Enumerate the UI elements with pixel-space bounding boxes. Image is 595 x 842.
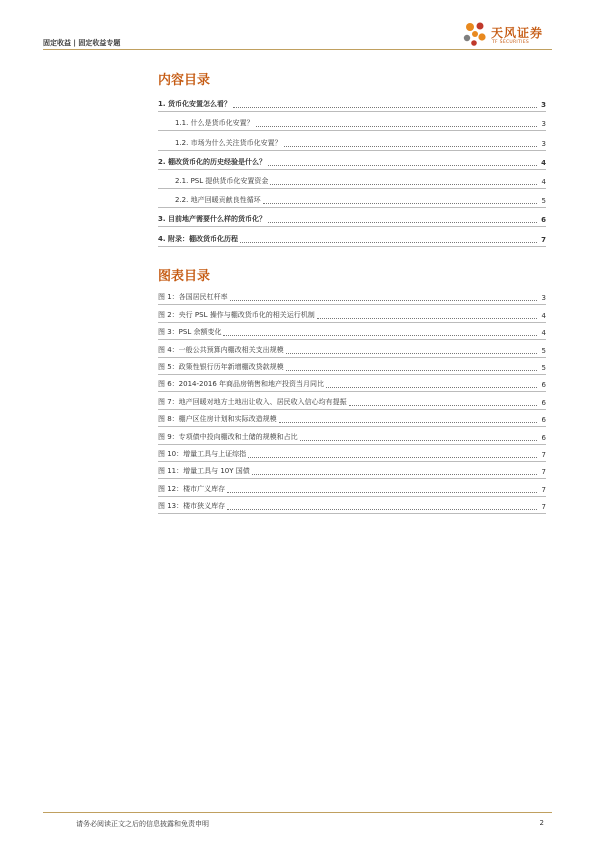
figure-entry[interactable] bbox=[158, 358, 546, 375]
toc-entry-label: 1. 货币化安置怎么看？ bbox=[158, 100, 231, 109]
dot-leader bbox=[252, 474, 537, 475]
figure-entry-label: 图 3：PSL 余额变化 bbox=[158, 328, 222, 337]
company-logo bbox=[461, 21, 551, 49]
header-section-label: 固定收益 | 固定收益专题 bbox=[43, 39, 121, 47]
toc-entry[interactable] bbox=[158, 112, 546, 131]
figure-entry-page: 4 bbox=[541, 329, 546, 338]
dot-leader bbox=[227, 509, 537, 510]
toc-entry[interactable] bbox=[158, 189, 546, 208]
figure-entry-label: 图 6：2014-2016 年商品房销售和地产投资当月同比 bbox=[158, 380, 325, 389]
page-number: 2 bbox=[539, 819, 544, 827]
logo-name: 天风证券 bbox=[491, 26, 544, 40]
dot-leader bbox=[230, 300, 537, 301]
dot-leader bbox=[268, 222, 537, 223]
toc-entry-page: 4 bbox=[541, 158, 546, 167]
figure-entry-page: 7 bbox=[541, 468, 546, 477]
toc-entry-label: 1.2. 市场为什么关注货币化安置？ bbox=[175, 138, 282, 147]
figure-entry-label: 图 7：地产回暖对地方土地出让收入、居民收入信心均有提振 bbox=[158, 397, 347, 406]
toc-entry-page: 3 bbox=[541, 120, 546, 129]
dot-leader bbox=[349, 405, 537, 406]
toc-entry[interactable] bbox=[158, 151, 546, 170]
toc-entry-page: 3 bbox=[541, 139, 546, 148]
figure-entry-page: 6 bbox=[541, 433, 546, 442]
toc-list bbox=[158, 93, 546, 247]
figure-entry[interactable] bbox=[158, 462, 546, 479]
figure-entry-label: 图 11：增量工具与 10Y 国债 bbox=[158, 467, 250, 476]
figure-entry-page: 3 bbox=[541, 294, 546, 303]
toc-entry[interactable] bbox=[158, 227, 546, 246]
logo-subtitle: TF SECURITIES bbox=[492, 40, 530, 45]
figure-entry[interactable] bbox=[158, 410, 546, 427]
toc-entry-page: 7 bbox=[541, 235, 546, 244]
dot-leader bbox=[270, 184, 537, 185]
figure-entry-page: 7 bbox=[541, 503, 546, 512]
dot-leader bbox=[233, 107, 537, 108]
toc-entry-label: 4. 附录：棚改货币化历程 bbox=[158, 234, 238, 243]
figure-entry[interactable] bbox=[158, 305, 546, 322]
toc-entry-label: 2.2. 地产回暖贡献良性循环 bbox=[175, 196, 261, 205]
dot-leader bbox=[286, 370, 537, 371]
figure-entry-page: 6 bbox=[541, 398, 546, 407]
toc-entry[interactable] bbox=[158, 208, 546, 227]
dot-leader bbox=[240, 242, 537, 243]
toc-entry-page: 6 bbox=[541, 216, 546, 225]
toc-entry-label: 2.1. PSL 提供货币化安置资金 bbox=[175, 176, 269, 185]
footer-disclaimer: 请务必阅读正文之后的信息披露和免责申明 bbox=[76, 820, 209, 828]
dot-leader bbox=[268, 165, 537, 166]
dot-leader bbox=[223, 335, 537, 336]
figure-entry-page: 6 bbox=[541, 381, 546, 390]
figure-entry-page: 4 bbox=[541, 311, 546, 320]
dot-leader bbox=[286, 353, 537, 354]
figure-entry[interactable] bbox=[158, 323, 546, 340]
figure-entry[interactable] bbox=[158, 288, 546, 305]
figure-entry-page: 5 bbox=[541, 363, 546, 372]
figure-entry[interactable] bbox=[158, 375, 546, 392]
toc-entry-label: 3. 目前地产需要什么样的货币化？ bbox=[158, 215, 266, 224]
figure-entry[interactable] bbox=[158, 479, 546, 496]
figure-entry-label: 图 1：各国居民杠杆率 bbox=[158, 293, 228, 302]
figure-list bbox=[158, 288, 546, 514]
figure-entry-page: 7 bbox=[541, 485, 546, 494]
toc-title: 内容目录 bbox=[158, 73, 211, 88]
toc-entry-page: 4 bbox=[541, 177, 546, 186]
toc-entry-page: 3 bbox=[541, 101, 546, 110]
toc-entry-label: 1.1. 什么是货币化安置？ bbox=[175, 119, 254, 128]
figure-list-title: 图表目录 bbox=[158, 269, 211, 284]
dot-leader bbox=[279, 422, 537, 423]
figure-entry-label: 图 9：专项债中投向棚改和土储的规模和占比 bbox=[158, 432, 298, 441]
figure-entry-label: 图 8：棚户区住房计划和实际改造规模 bbox=[158, 415, 277, 424]
figure-entry-page: 7 bbox=[541, 450, 546, 459]
toc-entry-label: 2. 棚改货币化的历史经验是什么？ bbox=[158, 157, 266, 166]
figure-entry[interactable] bbox=[158, 392, 546, 409]
figure-entry[interactable] bbox=[158, 340, 546, 357]
figure-entry-page: 6 bbox=[541, 416, 546, 425]
toc-entry-page: 5 bbox=[541, 197, 546, 206]
figure-entry-label: 图 2：央行 PSL 操作与棚改货币化的相关运行机制 bbox=[158, 310, 315, 319]
dot-leader bbox=[256, 126, 537, 127]
dot-leader bbox=[227, 492, 537, 493]
figure-entry-label: 图 13：楼市狭义库存 bbox=[158, 502, 226, 511]
dot-leader bbox=[248, 457, 537, 458]
logo-mark-icon bbox=[461, 21, 489, 47]
figure-entry-label: 图 12：楼市广义库存 bbox=[158, 484, 226, 493]
dot-leader bbox=[263, 203, 537, 204]
toc-entry[interactable] bbox=[158, 131, 546, 150]
figure-entry[interactable] bbox=[158, 497, 546, 514]
dot-leader bbox=[317, 318, 537, 319]
toc-entry[interactable] bbox=[158, 93, 546, 112]
figure-entry-label: 图 10：增量工具与上证综指 bbox=[158, 449, 247, 458]
header-divider bbox=[43, 49, 552, 50]
dot-leader bbox=[326, 387, 537, 388]
figure-entry-page: 5 bbox=[541, 346, 546, 355]
figure-entry[interactable] bbox=[158, 427, 546, 444]
toc-entry[interactable] bbox=[158, 170, 546, 189]
figure-entry-label: 图 5：政策性银行历年新增棚改贷款规模 bbox=[158, 362, 284, 371]
dot-leader bbox=[300, 440, 537, 441]
dot-leader bbox=[284, 146, 537, 147]
figure-entry-label: 图 4：一般公共预算内棚改相关支出规模 bbox=[158, 345, 284, 354]
footer-divider bbox=[43, 812, 552, 813]
figure-entry[interactable] bbox=[158, 445, 546, 462]
